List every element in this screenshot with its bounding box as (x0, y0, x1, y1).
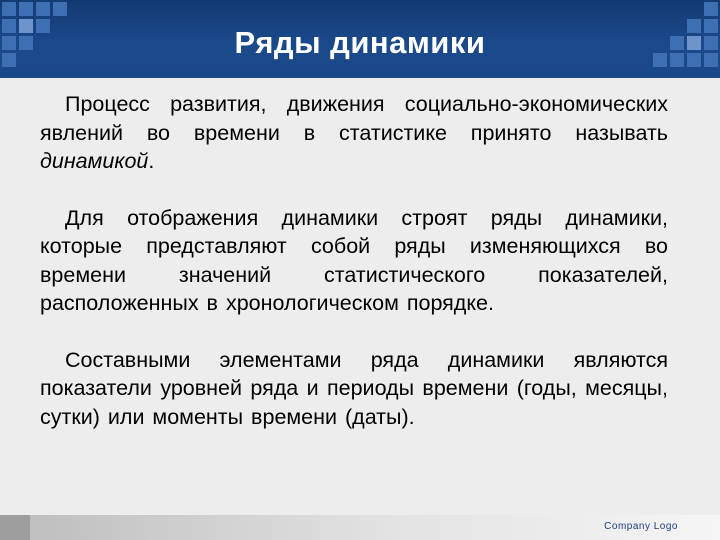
paragraph-definition-text: Процесс развития, движения социально-экономических явлений во времени в статистике принято называть (40, 92, 668, 145)
company-logo: Company Logo (604, 521, 678, 532)
slide-body (40, 90, 668, 431)
paragraph-definition (40, 90, 668, 176)
paragraph-series-description: Для отображения динамики строят ряды динамики, которые представляют собой ряды изменяющихся во времени значений статистического показателей, расположенных в хронологическом порядке. (40, 205, 668, 315)
slide-title: Ряды динамики (234, 25, 486, 60)
footer-accent (0, 515, 30, 540)
slide-footer (0, 515, 720, 540)
paragraph-definition-end: . (148, 149, 155, 173)
paragraph-definition-term: динамикой (40, 149, 149, 173)
slide-header (0, 0, 720, 78)
paragraph-series-elements: Составными элементами ряда динамики являются показатели уровней ряда и периоды времени (годы, месяцы, сутки) или моменты времени (даты). (40, 347, 668, 429)
